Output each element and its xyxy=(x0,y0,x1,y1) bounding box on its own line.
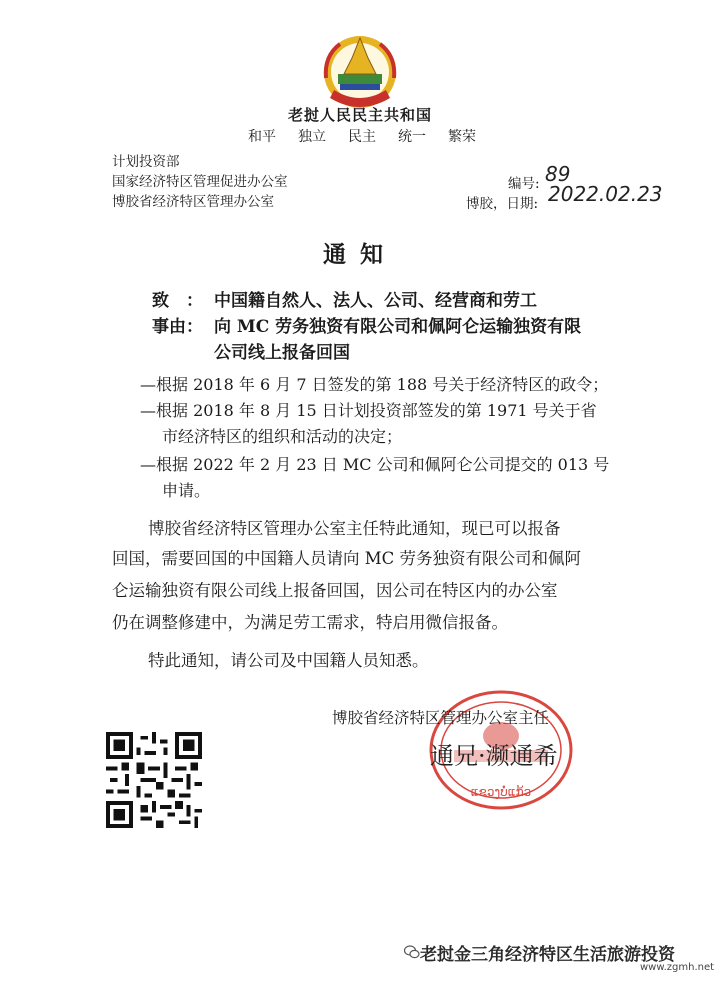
national-motto xyxy=(248,126,648,146)
motto-word: 繁荣 xyxy=(448,129,476,145)
signatory-title: 博胶省经济特区管理办公室主任 xyxy=(332,709,550,727)
issuer-line: 国家经济特区管理促进办公室 xyxy=(112,174,288,190)
qr-code-icon xyxy=(106,732,202,828)
document-title: 通知 xyxy=(323,241,397,268)
issuer-line: 博胶省经济特区管理办公室 xyxy=(112,194,274,210)
basis-line: 市经济特区的组织和活动的决定； xyxy=(162,427,403,446)
basis-line: —根据 2018 年 8 月 15 日计划投资部签发的第 1971 号关于省 xyxy=(140,401,597,420)
date-value: 2022.02.23 xyxy=(548,182,663,206)
basis-line: —根据 2018 年 6 月 7 日签发的第 188 号关于经济特区的政令； xyxy=(140,375,609,394)
basis-line: 申请。 xyxy=(162,481,211,500)
body-paragraph-line: 回国，需要回国的中国籍人员请向 MC 劳务独资有限公司和佩阿 xyxy=(112,549,582,568)
lao-emblem-icon xyxy=(318,28,402,112)
ref-number-value: 89 xyxy=(545,162,571,186)
closing-line: 特此通知，请公司及中国籍人员知悉。 xyxy=(148,651,429,670)
stamp-text: ແຂວງບໍ່ແກ້ວ xyxy=(470,785,532,799)
subject-line: 公司线上报备回国 xyxy=(214,343,350,363)
body-paragraph-line: 博胶省经济特区管理办公室主任特此通知，现已可以报备 xyxy=(148,519,561,538)
motto-word: 和平 xyxy=(248,129,276,145)
signatory-name: 通兄·濒通希 xyxy=(430,742,558,770)
motto-word: 独立 xyxy=(298,129,326,145)
wechat-icon xyxy=(404,944,420,960)
ref-number-label: 编号: xyxy=(508,176,540,192)
place-date-label: 博胶，日期: xyxy=(466,196,539,212)
recipient-text: 中国籍自然人、法人、公司、经营商和劳工 xyxy=(214,291,537,311)
motto-word: 民主 xyxy=(348,129,376,145)
watermark-url: www.zgmh.net xyxy=(640,962,715,973)
basis-line: —根据 2022 年 2 月 23 日 MC 公司和佩阿仑公司提交的 013 号 xyxy=(140,455,610,474)
issuer-line: 计划投资部 xyxy=(112,154,180,170)
body-paragraph-line: 仍在调整修建中，为满足劳工需求，特启用微信报备。 xyxy=(112,613,508,632)
country-name: 老挝人民民主共和国 xyxy=(287,106,432,124)
subject-line: 向 MC 劳务独资有限公司和佩阿仑运输独资有限 xyxy=(214,317,582,337)
watermark-text: 老挝金三角经济特区生活旅游投资 xyxy=(420,945,675,965)
body-paragraph-line: 仑运输独资有限公司线上报备回国，因公司在特区内的办公室 xyxy=(112,581,558,600)
recipient-label: 致 ： xyxy=(152,291,203,311)
subject-label: 事由： xyxy=(152,317,203,337)
motto-word: 统一 xyxy=(398,129,426,145)
